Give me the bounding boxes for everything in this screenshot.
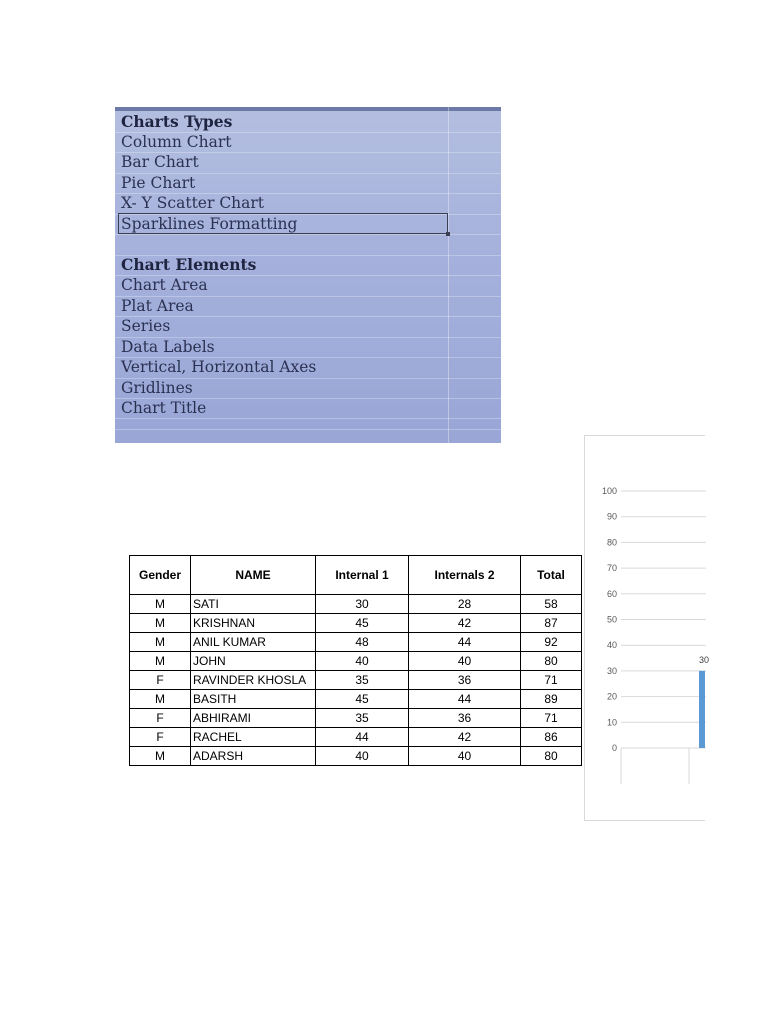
cell-name[interactable]: ABHIRAMI bbox=[191, 709, 316, 728]
table-row bbox=[130, 652, 582, 671]
column-chart bbox=[584, 435, 710, 821]
cell-internal-1[interactable]: 40 bbox=[316, 652, 409, 671]
cell-gender[interactable]: F bbox=[130, 728, 191, 747]
table-row bbox=[130, 690, 582, 709]
cell-total[interactable]: 58 bbox=[521, 595, 582, 614]
chart-types-heading: Charts Types bbox=[121, 112, 233, 131]
cell-internals-2[interactable]: 44 bbox=[409, 633, 521, 652]
cell-gender[interactable]: M bbox=[130, 652, 191, 671]
marks-table bbox=[129, 555, 582, 766]
chart-type-item-selected[interactable]: Sparklines Formatting bbox=[121, 215, 298, 233]
header-name: NAME bbox=[191, 556, 316, 595]
y-tick-label: 0 bbox=[611, 743, 617, 753]
cell-internal-1[interactable]: 40 bbox=[316, 747, 409, 766]
sheet-row-line bbox=[115, 234, 501, 235]
header-total: Total bbox=[521, 556, 582, 595]
cell-gender[interactable]: M bbox=[130, 595, 191, 614]
cell-internals-2[interactable]: 36 bbox=[409, 671, 521, 690]
cell-gender[interactable]: M bbox=[130, 690, 191, 709]
table-row bbox=[130, 747, 582, 766]
y-tick-label: 50 bbox=[606, 614, 617, 625]
cell-total[interactable]: 87 bbox=[521, 614, 582, 633]
chart-type-item[interactable]: Bar Chart bbox=[121, 153, 199, 171]
cell-total[interactable]: 89 bbox=[521, 690, 582, 709]
header-internals-2: Internals 2 bbox=[409, 556, 521, 595]
cell-internals-2[interactable]: 44 bbox=[409, 690, 521, 709]
cell-internal-1[interactable]: 45 bbox=[316, 690, 409, 709]
cell-name[interactable]: RACHEL bbox=[191, 728, 316, 747]
data-label: 30 bbox=[699, 654, 710, 665]
photo-top-border bbox=[115, 107, 501, 111]
cell-name[interactable]: BASITH bbox=[191, 690, 316, 709]
y-tick-label: 20 bbox=[606, 691, 617, 702]
bar[interactable] bbox=[699, 671, 705, 748]
cell-internals-2[interactable]: 28 bbox=[409, 595, 521, 614]
cell-name[interactable]: KRISHNAN bbox=[191, 614, 316, 633]
table-row bbox=[130, 595, 582, 614]
chart-element-item[interactable]: Series bbox=[121, 317, 171, 335]
cell-total[interactable]: 92 bbox=[521, 633, 582, 652]
cell-gender[interactable]: F bbox=[130, 671, 191, 690]
cell-internal-1[interactable]: 30 bbox=[316, 595, 409, 614]
y-tick-label: 10 bbox=[606, 717, 617, 728]
chart-elements-heading: Chart Elements bbox=[121, 255, 257, 274]
chart-type-item[interactable]: Column Chart bbox=[121, 133, 232, 151]
cell-internals-2[interactable]: 40 bbox=[409, 652, 521, 671]
cell-internals-2[interactable]: 42 bbox=[409, 728, 521, 747]
cell-name[interactable]: JOHN bbox=[191, 652, 316, 671]
cell-total[interactable]: 71 bbox=[521, 709, 582, 728]
y-tick-label: 40 bbox=[606, 640, 617, 651]
header-internal-1: Internal 1 bbox=[316, 556, 409, 595]
y-tick-label: 30 bbox=[606, 665, 617, 676]
sheet-row-line bbox=[115, 429, 501, 430]
sheet-column-line bbox=[448, 107, 449, 443]
table-row bbox=[130, 709, 582, 728]
table-header-row bbox=[130, 556, 582, 595]
y-tick-label: 60 bbox=[606, 588, 617, 599]
fill-handle[interactable] bbox=[446, 232, 450, 236]
chart-type-item[interactable]: X- Y Scatter Chart bbox=[121, 194, 265, 212]
cell-internals-2[interactable]: 36 bbox=[409, 709, 521, 728]
chart-element-item[interactable]: Plat Area bbox=[121, 297, 194, 315]
cell-internal-1[interactable]: 35 bbox=[316, 709, 409, 728]
chart-element-item[interactable]: Gridlines bbox=[121, 379, 193, 397]
header-gender: Gender bbox=[130, 556, 191, 595]
table-body bbox=[130, 595, 582, 766]
cell-name[interactable]: ADARSH bbox=[191, 747, 316, 766]
cell-name[interactable]: ANIL KUMAR bbox=[191, 633, 316, 652]
cell-gender[interactable]: M bbox=[130, 747, 191, 766]
chart-type-item[interactable]: Pie Chart bbox=[121, 174, 196, 192]
table-row bbox=[130, 728, 582, 747]
cell-name[interactable]: SATI bbox=[191, 595, 316, 614]
y-tick-label: 90 bbox=[606, 511, 617, 522]
table-row bbox=[130, 633, 582, 652]
chart-element-item[interactable]: Chart Area bbox=[121, 276, 208, 294]
chart-element-item[interactable]: Vertical, Horizontal Axes bbox=[121, 358, 317, 376]
chart-plot bbox=[585, 436, 710, 822]
chart-element-item[interactable]: Data Labels bbox=[121, 338, 215, 356]
y-tick-label: 70 bbox=[606, 563, 617, 574]
chart-element-item[interactable]: Chart Title bbox=[121, 399, 207, 417]
cell-total[interactable]: 71 bbox=[521, 671, 582, 690]
sheet-row-line bbox=[115, 418, 501, 419]
y-tick-label: 80 bbox=[606, 537, 617, 548]
cell-internal-1[interactable]: 35 bbox=[316, 671, 409, 690]
cell-gender[interactable]: M bbox=[130, 614, 191, 633]
table-row bbox=[130, 671, 582, 690]
cell-gender[interactable]: F bbox=[130, 709, 191, 728]
cell-internal-1[interactable]: 45 bbox=[316, 614, 409, 633]
cell-gender[interactable]: M bbox=[130, 633, 191, 652]
cell-name[interactable]: RAVINDER KHOSLA bbox=[191, 671, 316, 690]
cell-total[interactable]: 80 bbox=[521, 747, 582, 766]
cell-internal-1[interactable]: 44 bbox=[316, 728, 409, 747]
sheet-row-line bbox=[115, 316, 501, 317]
y-tick-label: 100 bbox=[601, 486, 617, 496]
cell-internals-2[interactable]: 40 bbox=[409, 747, 521, 766]
spreadsheet-photo bbox=[115, 107, 501, 443]
cell-total[interactable]: 80 bbox=[521, 652, 582, 671]
cell-internals-2[interactable]: 42 bbox=[409, 614, 521, 633]
table-row bbox=[130, 614, 582, 633]
cell-internal-1[interactable]: 48 bbox=[316, 633, 409, 652]
cell-total[interactable]: 86 bbox=[521, 728, 582, 747]
